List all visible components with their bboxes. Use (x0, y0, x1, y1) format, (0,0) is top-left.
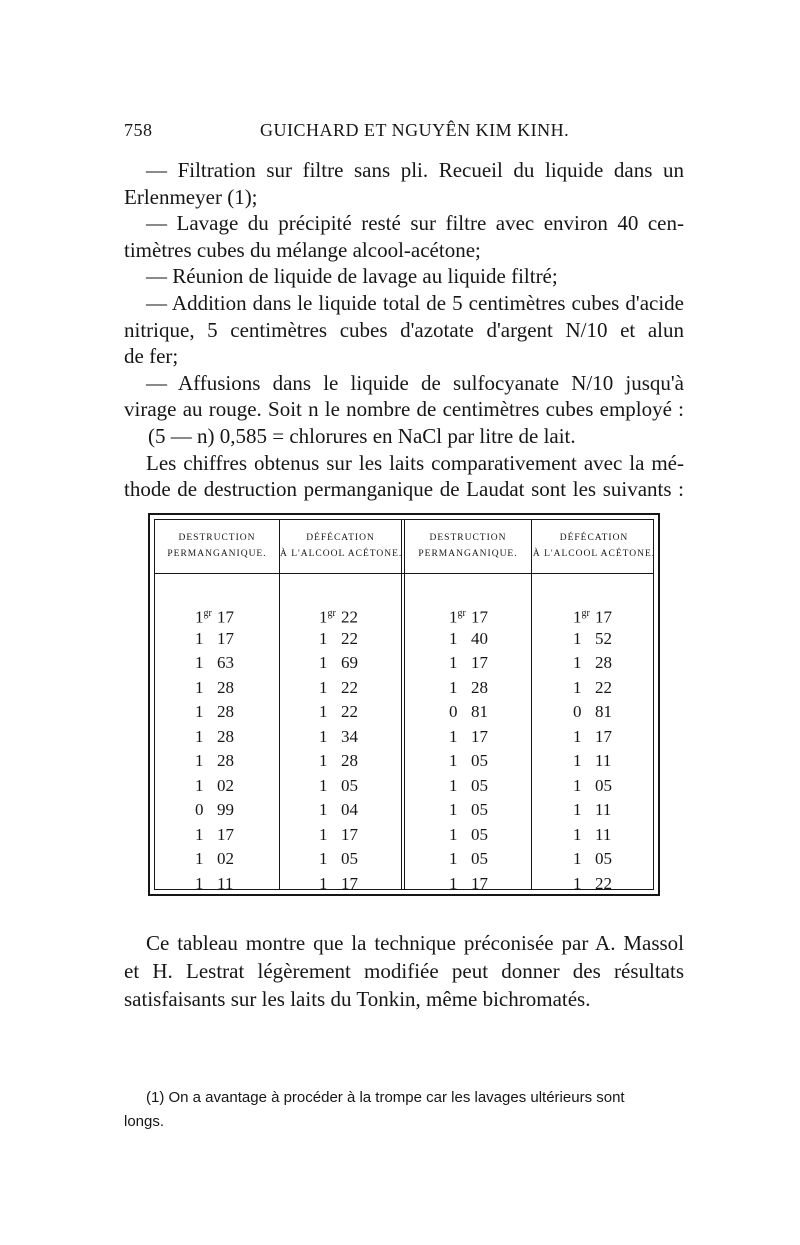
cell-centigrams: 11 (217, 873, 234, 893)
cell-centigrams: 05 (341, 775, 358, 795)
body-line: — Filtration sur filtre sans pli. Recueil du liquide dans un (146, 158, 684, 182)
table-cell (449, 823, 488, 848)
table-cell (449, 602, 488, 627)
table-cell (319, 774, 358, 799)
cell-grams: 1 (573, 677, 582, 697)
cell-centigrams: 05 (595, 775, 612, 795)
cell-grams: 1 (573, 775, 582, 795)
cell-centigrams: 05 (471, 751, 488, 770)
cell-centigrams: 22 (595, 677, 612, 697)
cell-centigrams: 63 (217, 653, 234, 672)
table-inner-frame (154, 519, 656, 893)
body-line: et H. Lestrat légèrement modifiée peut donner des résultats (124, 959, 684, 983)
cell-centigrams: 02 (217, 849, 234, 868)
cell-grams: 1 (449, 824, 458, 844)
cell-centigrams: 17 (595, 607, 612, 627)
body-line: thode de destruction permanganique de Laudat sont les suivants : (124, 477, 684, 502)
cell-grams: 1 (573, 873, 582, 893)
cell-grams: 0 (573, 702, 582, 721)
table-cell (319, 700, 358, 725)
table-cell (449, 700, 488, 725)
cell-grams: $1^{gr}$ (449, 607, 466, 627)
table-cell (573, 676, 612, 701)
footnote (124, 1086, 684, 1134)
table-cell (573, 847, 612, 872)
cell-centigrams: 40 (471, 628, 488, 648)
table-cell (449, 847, 488, 872)
cell-grams: 1 (573, 800, 582, 819)
body-line: timètres cubes du mélange alcool-acétone; (124, 237, 481, 262)
cell-grams: 1 (573, 726, 582, 746)
table-cell (449, 774, 488, 799)
cell-centigrams: 17 (595, 726, 612, 746)
table-cell (195, 774, 234, 799)
table-cell (195, 602, 234, 627)
table-cell (319, 749, 358, 774)
cell-grams: 1 (573, 653, 582, 672)
cell-centigrams: 34 (341, 726, 358, 746)
cell-centigrams: 17 (471, 607, 488, 627)
table-cell (195, 700, 234, 725)
table-cell (195, 651, 234, 676)
cell-centigrams: 17 (471, 653, 488, 672)
body-line: Ce tableau montre que la technique préconisée par A. Massol (146, 931, 684, 955)
column-divider (531, 520, 532, 889)
table-cell (319, 627, 358, 652)
table-column (573, 602, 612, 896)
cell-grams: 1 (319, 702, 328, 721)
cell-grams: 1 (449, 800, 458, 819)
cell-centigrams: 28 (217, 702, 234, 721)
cell-centigrams: 05 (471, 849, 488, 868)
table-cell (195, 725, 234, 750)
cell-grams: 1 (195, 824, 204, 844)
cell-grams: 1 (195, 726, 204, 746)
cell-centigrams: 05 (341, 849, 358, 868)
table-cell (573, 872, 612, 897)
cell-grams: 1 (449, 873, 458, 893)
cell-centigrams: 81 (595, 702, 612, 721)
column-divider (279, 520, 280, 889)
cell-centigrams: 28 (217, 751, 234, 770)
table-cell (573, 823, 612, 848)
table-cell (449, 725, 488, 750)
table-cell (449, 749, 488, 774)
cell-grams: 1 (319, 849, 328, 868)
body-line: nitrique, 5 centimètres cubes d'azotate d'argent N/10 et alun (124, 317, 684, 342)
page-header (124, 120, 684, 144)
conclusion-paragraph (124, 929, 684, 1013)
table-cell (449, 676, 488, 701)
cell-centigrams: 22 (341, 677, 358, 697)
cell-centigrams: 69 (341, 653, 358, 672)
unit-label: gr (457, 608, 466, 619)
running-head: GUICHARD ET NGUYÊN KIM KINH. (260, 120, 570, 140)
body-line: — Lavage du précipité resté sur filtre avec environ 40 cen- (146, 211, 684, 236)
cell-centigrams: 11 (595, 800, 612, 819)
cell-grams: 1 (319, 653, 328, 672)
cell-grams: 1 (319, 800, 328, 819)
table-cell (449, 798, 488, 823)
cell-centigrams: 11 (595, 824, 612, 844)
cell-grams: 1 (195, 628, 204, 648)
column-header: DESTRUCTION PERMANGANIQUE. (167, 533, 267, 559)
cell-grams: 1 (195, 653, 204, 672)
cell-grams: 0 (449, 702, 458, 721)
table-cell (195, 676, 234, 701)
table-cell (319, 847, 358, 872)
table-cell (573, 651, 612, 676)
cell-grams: 1 (319, 628, 328, 648)
cell-grams: 1 (573, 628, 582, 648)
column-header: DESTRUCTION PERMANGANIQUE. (418, 533, 518, 559)
column-header: DÉFÉCATION À L'ALCOOL ACÉTONE. (532, 533, 656, 559)
cell-centigrams: 22 (341, 607, 358, 627)
body-line: — Addition dans le liquide total de 5 centimètres cubes d'acide (146, 290, 684, 315)
cell-centigrams: 28 (595, 653, 612, 672)
cell-grams: 1 (319, 677, 328, 697)
table-cell (573, 602, 612, 627)
formula-line: (5 — n) 0,585 = chlorures en NaCl par litre de lait. (148, 423, 576, 448)
cell-centigrams: 81 (471, 702, 488, 721)
table-cell (319, 676, 358, 701)
table-cell (573, 774, 612, 799)
cell-centigrams: 05 (471, 824, 488, 844)
table-cell (319, 872, 358, 897)
cell-grams: 1 (449, 677, 458, 697)
cell-centigrams: 17 (217, 824, 234, 844)
table-cell (319, 651, 358, 676)
cell-centigrams: 52 (595, 628, 612, 648)
body-line: — Affusions dans le liquide de sulfocyanate N/10 jusqu'à (146, 370, 684, 395)
cell-centigrams: 05 (595, 849, 612, 868)
cell-centigrams: 17 (471, 726, 488, 746)
cell-grams: 1 (449, 751, 458, 770)
cell-centigrams: 05 (471, 775, 488, 795)
cell-grams: 1 (319, 824, 328, 844)
table-cell (573, 627, 612, 652)
cell-centigrams: 17 (341, 873, 358, 893)
column-header: DÉFÉCATION À L'ALCOOL ACÉTONE. (280, 533, 403, 559)
body-line: satisfaisants sur les laits du Tonkin, même bichromatés. (124, 987, 591, 1011)
cell-grams: $1^{gr}$ (195, 607, 212, 627)
body-line: de fer; (124, 344, 179, 369)
table-cell (195, 847, 234, 872)
table-cell (195, 798, 234, 823)
results-table (148, 513, 660, 896)
cell-grams: 1 (449, 849, 458, 868)
cell-centigrams: 17 (217, 628, 234, 648)
cell-centigrams: 02 (217, 775, 234, 795)
table-cell (573, 798, 612, 823)
table-cell (195, 872, 234, 897)
cell-grams: $1^{gr}$ (319, 607, 336, 627)
unit-label: gr (327, 608, 336, 619)
cell-centigrams: 28 (217, 726, 234, 746)
footnote-line: longs. (124, 1113, 165, 1130)
cell-grams: 1 (195, 677, 204, 697)
unit-label: gr (581, 608, 590, 619)
cell-centigrams: 28 (471, 677, 488, 697)
cell-grams: 1 (573, 824, 582, 844)
cell-centigrams: 22 (341, 628, 358, 648)
table-cell (195, 823, 234, 848)
table-cell (573, 700, 612, 725)
table-cell (449, 627, 488, 652)
table-cell (319, 823, 358, 848)
cell-grams: 1 (449, 775, 458, 795)
cell-centigrams: 22 (595, 873, 612, 893)
cell-grams: 1 (449, 628, 458, 648)
table-cell (319, 798, 358, 823)
cell-grams: 1 (449, 726, 458, 746)
cell-centigrams: 05 (471, 800, 488, 819)
cell-centigrams: 28 (217, 677, 234, 697)
body-text (124, 157, 684, 503)
footnote-line: (1) On a avantage à procéder à la trompe car les lavages ultérieurs sont (146, 1089, 625, 1106)
column-double-divider (401, 520, 405, 889)
table-cell (195, 627, 234, 652)
page-number: 758 (124, 120, 153, 140)
body-line: — Réunion de liquide de lavage au liquide filtré; (146, 264, 558, 289)
cell-grams: 1 (195, 873, 204, 893)
cell-centigrams: 04 (341, 800, 358, 819)
cell-grams: $1^{gr}$ (573, 607, 590, 627)
cell-centigrams: 17 (217, 607, 234, 627)
cell-grams: 1 (195, 702, 204, 721)
table-cell (449, 651, 488, 676)
cell-grams: 0 (195, 800, 204, 819)
cell-centigrams: 17 (341, 824, 358, 844)
table-cell (573, 749, 612, 774)
cell-grams: 1 (319, 873, 328, 893)
cell-grams: 1 (319, 726, 328, 746)
unit-label: gr (203, 608, 212, 619)
table-cell (319, 725, 358, 750)
table-cell (573, 725, 612, 750)
table-cell (319, 602, 358, 627)
table-column (319, 602, 358, 896)
table-column (449, 602, 488, 896)
cell-centigrams: 22 (341, 702, 358, 721)
body-line: Les chiffres obtenus sur les laits comparativement avec la mé- (146, 450, 684, 475)
cell-grams: 1 (319, 751, 328, 770)
body-line: Erlenmeyer (1); (124, 184, 258, 209)
cell-grams: 1 (449, 653, 458, 672)
cell-grams: 1 (195, 849, 204, 868)
cell-centigrams: 99 (217, 800, 234, 819)
cell-grams: 1 (319, 775, 328, 795)
table-cell (449, 872, 488, 897)
cell-centigrams: 28 (341, 751, 358, 770)
table-cell (195, 749, 234, 774)
cell-grams: 1 (195, 751, 204, 770)
cell-centigrams: 17 (471, 873, 488, 893)
body-line: virage au rouge. Soit n le nombre de centimètres cubes employé : (124, 397, 684, 422)
cell-grams: 1 (195, 775, 204, 795)
table-column (195, 602, 234, 896)
cell-grams: 1 (573, 751, 582, 770)
cell-centigrams: 11 (595, 751, 612, 770)
cell-grams: 1 (573, 849, 582, 868)
